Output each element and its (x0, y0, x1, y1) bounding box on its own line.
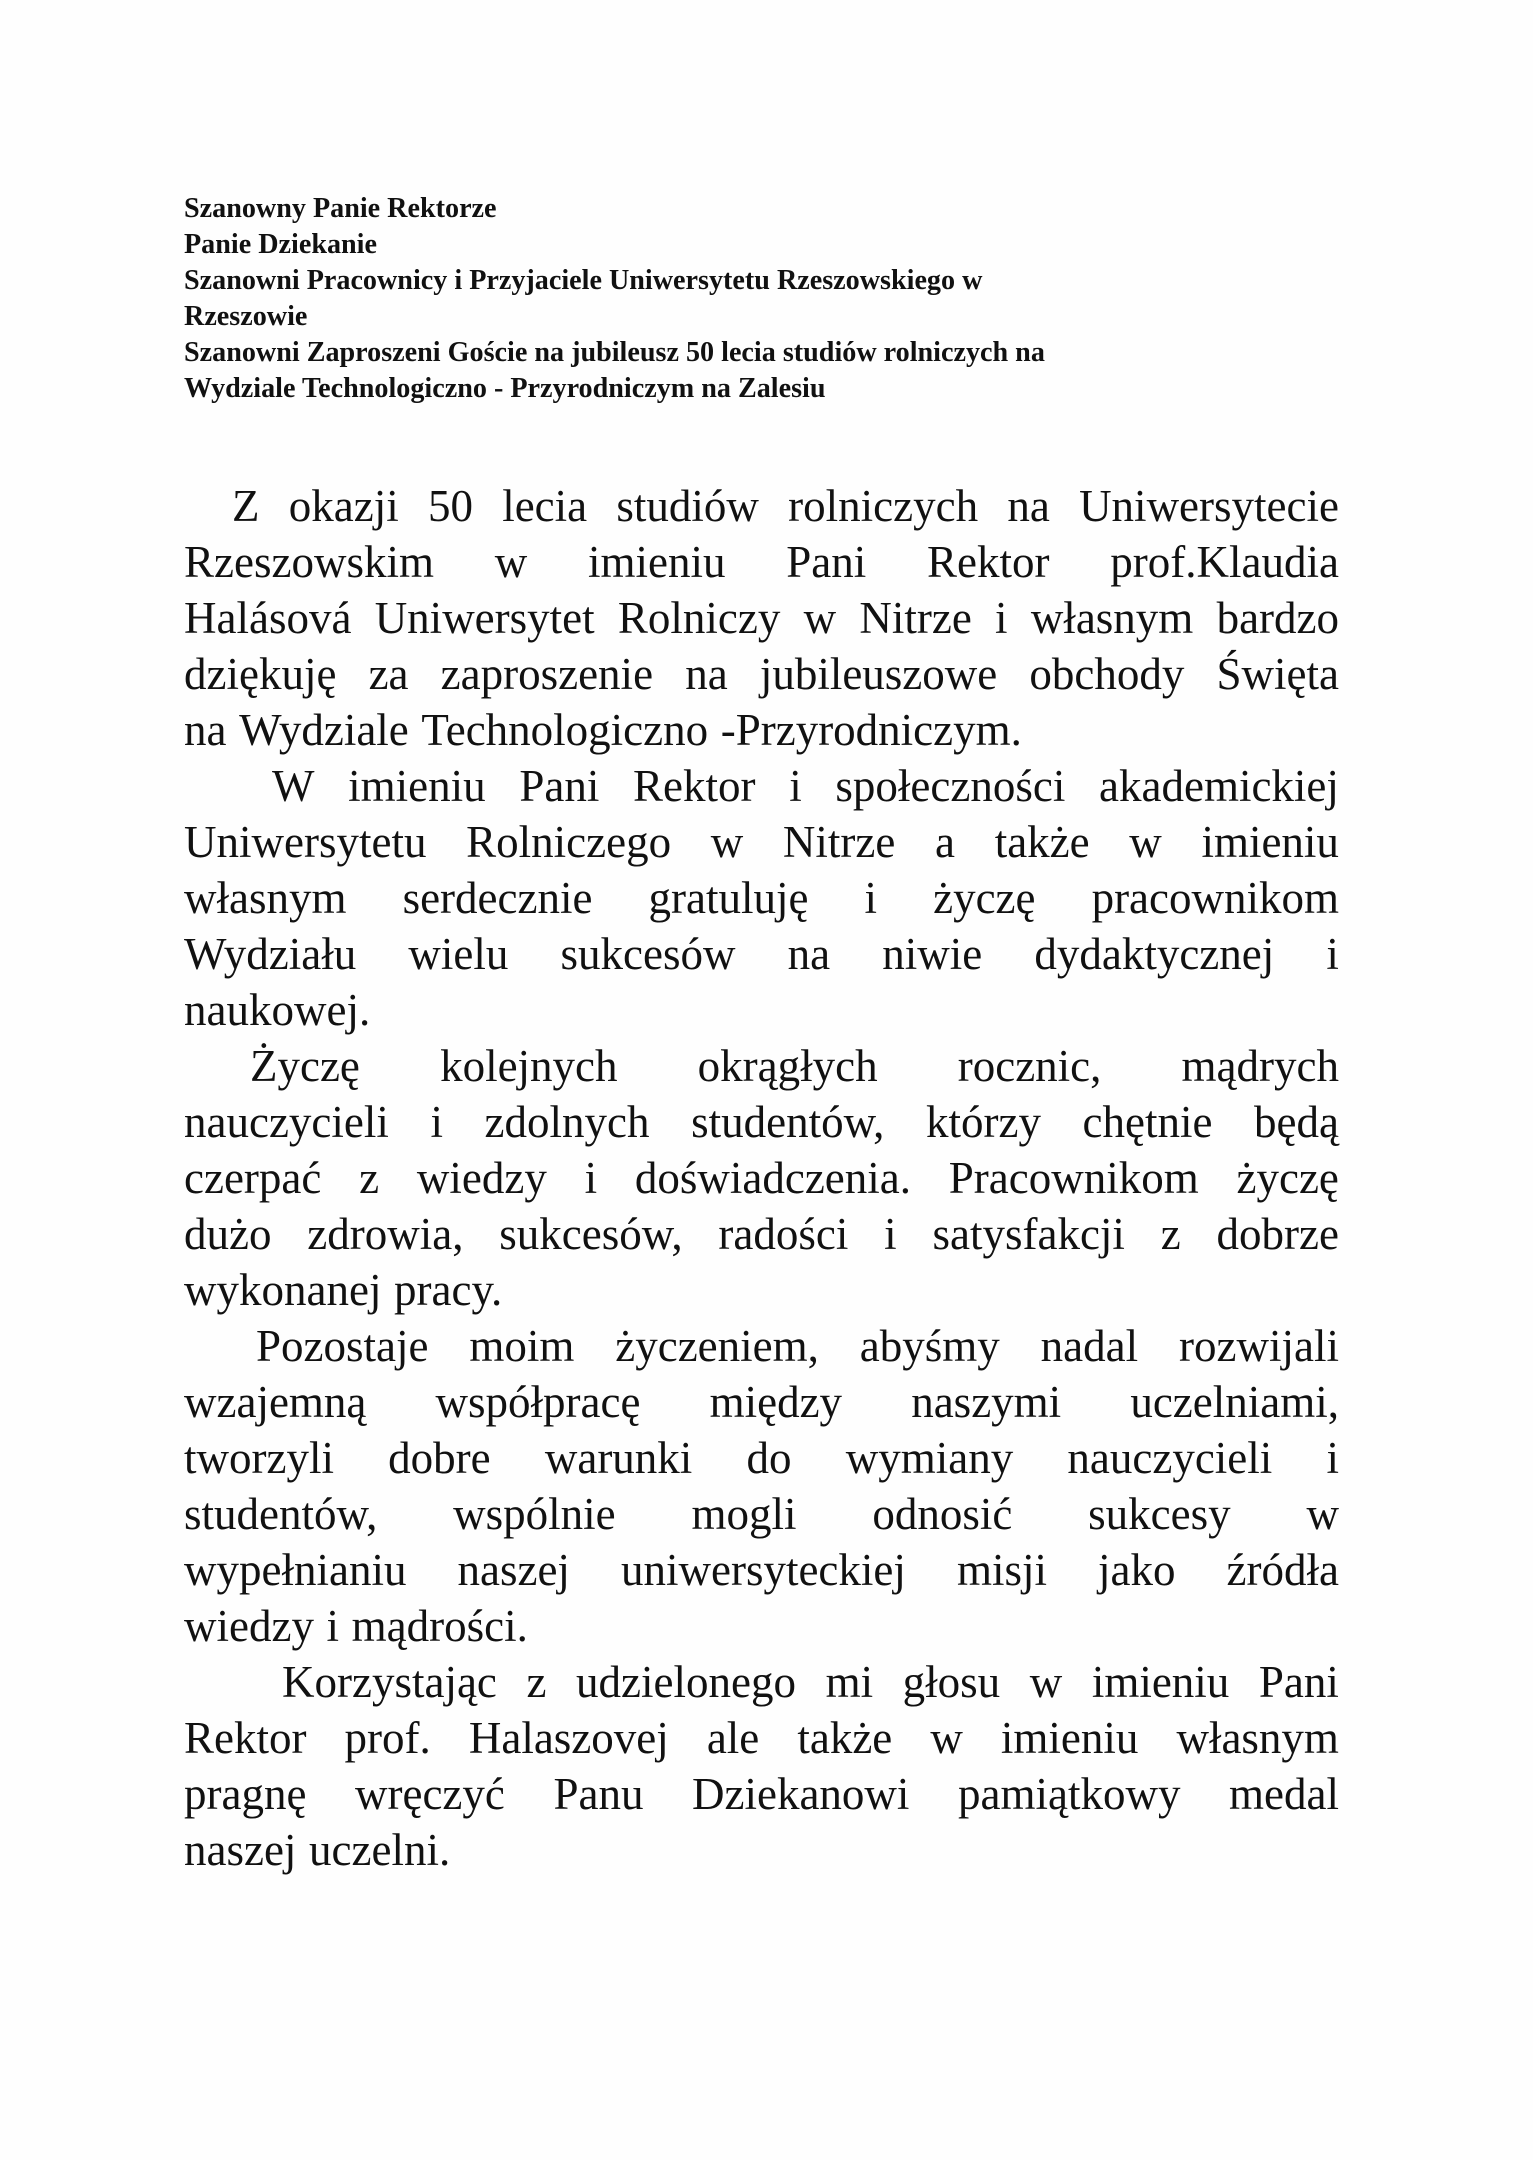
word: W (272, 761, 315, 811)
word: źródła (1226, 1545, 1339, 1595)
word: Uniwersytet (374, 593, 595, 643)
word: wielu (408, 929, 509, 979)
word: między (709, 1377, 843, 1427)
word: na (184, 705, 227, 755)
word: w (1029, 1657, 1063, 1707)
word: i (789, 761, 802, 811)
salutation-line: Wydziale Technologiczno - Przyrodniczym na Zalesiu (184, 372, 826, 404)
word: na (685, 649, 728, 699)
word: sukcesów (560, 929, 736, 979)
body-line (184, 870, 1339, 926)
word: niwie (882, 929, 983, 979)
word: doświadczenia. (634, 1153, 912, 1203)
word: ale (706, 1713, 760, 1763)
word: życzę (1236, 1153, 1339, 1203)
body-line (184, 1486, 1339, 1542)
word: dziękuję (184, 649, 337, 699)
word: na (1007, 481, 1050, 531)
word: prof.Klaudia (1110, 537, 1339, 587)
word: Wydziale (239, 705, 409, 755)
word: Technologiczno (421, 705, 709, 755)
word: także (797, 1713, 893, 1763)
word: czerpać (184, 1153, 322, 1203)
word: sukcesy (1088, 1489, 1231, 1539)
salutation-line: Szanowny Panie Rektorze (184, 192, 497, 224)
word: z (359, 1153, 380, 1203)
word: życzę (933, 873, 1036, 923)
word: i (1326, 1433, 1339, 1483)
word: naukowej. (184, 985, 371, 1035)
word: zaproszenie (440, 649, 654, 699)
word: w (1306, 1489, 1339, 1539)
word: dużo (184, 1209, 272, 1259)
word: i (995, 593, 1008, 643)
word: imieniu (348, 761, 486, 811)
word: Z (232, 481, 260, 531)
word: w (710, 817, 744, 867)
word: dobrze (1216, 1209, 1339, 1259)
word: wykonanej (184, 1265, 382, 1315)
word: Pani (1258, 1657, 1339, 1707)
word: bardzo (1216, 593, 1339, 643)
word: Nitrze (859, 593, 972, 643)
word: nauczycieli (1067, 1433, 1273, 1483)
word: własnym (184, 873, 347, 923)
word: Święta (1216, 649, 1339, 699)
word: Dziekanowi (692, 1769, 910, 1819)
word: współpracę (435, 1377, 641, 1427)
word: własnym (1176, 1713, 1339, 1763)
paragraph (184, 1654, 1339, 1878)
paragraph (184, 1318, 1339, 1654)
paragraph (184, 478, 1339, 758)
word: naszej (184, 1825, 297, 1875)
word: udzielonego (576, 1657, 796, 1707)
word: gratuluję (648, 873, 809, 923)
word: Rolniczego (466, 817, 672, 867)
word: na (787, 929, 831, 979)
word: mądrości. (351, 1601, 528, 1651)
letter-body (184, 478, 1339, 1878)
word: okazji (288, 481, 399, 531)
word: chętnie (1082, 1097, 1213, 1147)
word: społeczności (835, 761, 1066, 811)
word: uniwersyteckiej (620, 1545, 906, 1595)
body-line (184, 1318, 1339, 1374)
word: zdrowia, (307, 1209, 464, 1259)
word: odnosić (872, 1489, 1013, 1539)
word: wymiany (845, 1433, 1014, 1483)
word: z (1160, 1209, 1181, 1259)
word: także (994, 817, 1090, 867)
body-line (184, 478, 1339, 534)
body-line (184, 814, 1339, 870)
word: mogli (691, 1489, 797, 1539)
word: imieniu (1201, 817, 1339, 867)
body-line (184, 1710, 1339, 1766)
word: tworzyli (184, 1433, 334, 1483)
body-line (184, 1430, 1339, 1486)
word: Uniwersytecie (1079, 481, 1339, 531)
body-line (184, 590, 1339, 646)
word: pamiątkowy (958, 1769, 1181, 1819)
body-line (184, 758, 1339, 814)
word: imieniu (588, 537, 726, 587)
word: z (526, 1657, 547, 1707)
word: będą (1254, 1097, 1339, 1147)
word: rolniczych (788, 481, 979, 531)
word: abyśmy (859, 1321, 1000, 1371)
word: radości (718, 1209, 849, 1259)
word: Pani (786, 537, 867, 587)
word: wręczyć (355, 1769, 505, 1819)
salutation-line: Rzeszowie (184, 300, 308, 332)
word: Pozostaje (256, 1321, 429, 1371)
word: okrągłych (697, 1041, 878, 1091)
body-line (184, 646, 1339, 702)
word: dobre (388, 1433, 491, 1483)
word: naszymi (911, 1377, 1062, 1427)
body-line (184, 1206, 1339, 1262)
word: imieniu (1091, 1657, 1230, 1707)
word: uczelni. (309, 1825, 451, 1875)
word: wiedzy (416, 1153, 547, 1203)
word: imieniu (1000, 1713, 1139, 1763)
word: życzeniem, (615, 1321, 819, 1371)
word: rocznic, (957, 1041, 1102, 1091)
word: którzy (925, 1097, 1041, 1147)
salutation-block (184, 190, 1314, 406)
word: wzajemną (184, 1377, 367, 1427)
word: wypełnianiu (184, 1545, 407, 1595)
word: w (1129, 817, 1162, 867)
word: jako (1098, 1545, 1176, 1595)
word: Halaszovej (468, 1713, 669, 1763)
word: mi (825, 1657, 874, 1707)
word: Rektor (927, 537, 1050, 587)
word: studiów (616, 481, 759, 531)
word: medal (1229, 1769, 1339, 1819)
word: Panu (553, 1769, 644, 1819)
word: i (430, 1097, 443, 1147)
word: moim (469, 1321, 575, 1371)
body-line (184, 926, 1339, 982)
body-line (184, 982, 1339, 1038)
word: dydaktycznej (1034, 929, 1275, 979)
word: Rolniczy (617, 593, 781, 643)
body-line (184, 1374, 1339, 1430)
word: naszej (457, 1545, 570, 1595)
word: i (884, 1209, 897, 1259)
word: mądrych (1181, 1041, 1339, 1091)
word: rozwijali (1179, 1321, 1339, 1371)
word: Halásová (184, 593, 352, 643)
body-line (184, 1094, 1339, 1150)
word: i (1326, 929, 1339, 979)
word: i (864, 873, 878, 923)
word: sukcesów, (499, 1209, 683, 1259)
word: własnym (1030, 593, 1194, 643)
body-line (184, 1766, 1339, 1822)
word: misji (956, 1545, 1047, 1595)
salutation-line: Szanowni Pracownicy i Przyjaciele Uniwersytetu Rzeszowskiego w (184, 264, 983, 296)
word: nadal (1040, 1321, 1139, 1371)
paragraph (184, 758, 1339, 1038)
body-line (184, 1038, 1339, 1094)
word: i (584, 1153, 598, 1203)
word: w (803, 593, 837, 643)
word: studentów, (184, 1489, 378, 1539)
salutation-line: Panie Dziekanie (184, 228, 377, 260)
word: w (930, 1713, 963, 1763)
body-line (184, 1262, 1339, 1318)
word: nauczycieli (184, 1097, 389, 1147)
word: Korzystając (282, 1657, 497, 1707)
body-line (184, 1150, 1339, 1206)
word: wspólnie (453, 1489, 616, 1539)
body-line (184, 1598, 1339, 1654)
paragraph (184, 1038, 1339, 1318)
word: Pani (519, 761, 600, 811)
word: studentów, (691, 1097, 885, 1147)
word: 50 (427, 481, 473, 531)
word: Pracownikom (948, 1153, 1199, 1203)
word: -Przyrodniczym. (720, 705, 1022, 755)
body-line (184, 1654, 1339, 1710)
body-line (184, 702, 1339, 758)
word: zdolnych (484, 1097, 650, 1147)
body-line (184, 1542, 1339, 1598)
word: Rektor (184, 1713, 307, 1763)
word: Rektor (633, 761, 756, 811)
word: warunki (544, 1433, 693, 1483)
word: uczelniami, (1130, 1377, 1339, 1427)
word: Życzę (250, 1041, 360, 1091)
word: Nitrze (782, 817, 896, 867)
word: w (494, 537, 528, 587)
salutation-line: Szanowni Zaproszeni Goście na jubileusz 50 lecia studiów rolniczych na (184, 336, 1045, 368)
word: do (746, 1433, 792, 1483)
word: prof. (344, 1713, 431, 1763)
word: serdecznie (402, 873, 593, 923)
word: pracownikom (1091, 873, 1339, 923)
word: głosu (902, 1657, 1001, 1707)
word: i (326, 1601, 340, 1651)
word: Uniwersytetu (184, 817, 427, 867)
word: Rzeszowskim (184, 537, 434, 587)
word: wiedzy (184, 1601, 314, 1651)
word: kolejnych (440, 1041, 618, 1091)
word: satysfakcji (932, 1209, 1125, 1259)
word: jubileuszowe (759, 649, 998, 699)
word: akademickiej (1099, 761, 1339, 811)
word: za (368, 649, 409, 699)
word: a (935, 817, 956, 867)
word: lecia (502, 481, 588, 531)
word: pragnę (184, 1769, 307, 1819)
word: pracy. (394, 1265, 503, 1315)
word: obchody (1029, 649, 1185, 699)
body-line (184, 1822, 1339, 1878)
body-line (184, 534, 1339, 590)
word: Wydziału (184, 929, 357, 979)
